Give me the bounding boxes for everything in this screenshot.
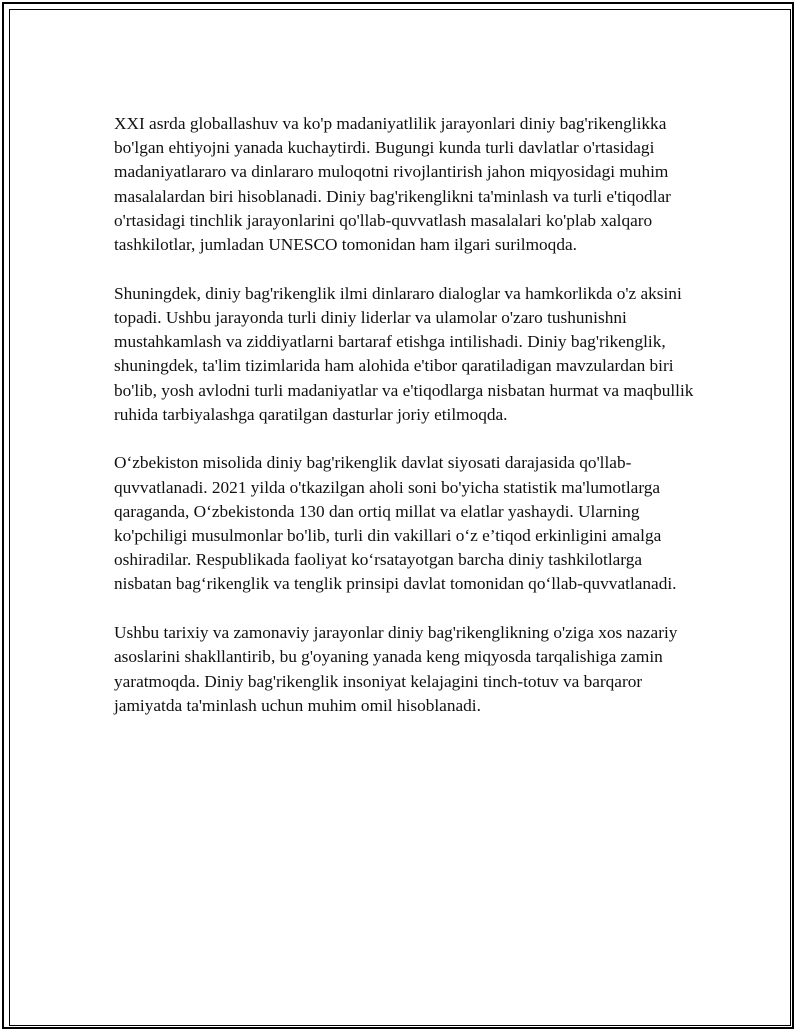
paragraph-2: Shuningdek, diniy bag'rikenglik ilmi dinlararo dialoglar va hamkorlikda o'z aksini topadi. Ushbu jarayonda turli diniy liderlar va ulamolar o'zaro tushunishni mustahkamlash va ziddiyatlarni bartaraf etishga intilishadi. Diniy bag'rikenglik, shuningdek, ta'lim tizimlarida ham alohida e'tibor qaratiladigan mavzulardan biri bo'lib, yosh avlodni turli madaniyatlar va e'tiqodlarga nisbatan hurmat va maqbullik ruhida tarbiyalashga qaratilgan dasturlar joriy etilmoqda. <box>114 283 694 424</box>
document-body <box>114 112 694 742</box>
paragraph-3: O‘zbekiston misolida diniy bag'rikenglik davlat siyosati darajasida qo'llab-quvvatlanadi. 2021 yilda o'tkazilgan aholi soni bo'yicha statistik ma'lumotlarga qaraganda, O‘zbekistonda 130 dan ortiq millat va elatlar yashaydi. Ularning ko'pchiligi musulmonlar bo'lib, turli din vakillari o‘z e’tiqod erkinligini amalga oshiradilar. Respublikada faoliyat ko‘rsatayotgan barcha diniy tashkilotlarga nisbatan bag‘rikenglik va tenglik prinsipi davlat tomonidan qo‘llab-quvvatlanadi. <box>114 453 677 594</box>
paragraph-1: XXI asrda globallashuv va ko'p madaniyatlilik jarayonlari diniy bag'rikenglikka bo'lgan ehtiyojni yanada kuchaytirdi. Bugungi kunda turli davlatlar o'rtasidagi madaniyatlararo va dinlararo muloqotni rivojlantirish jahon miqyosidagi muhim masalalardan biri hisoblanadi. Diniy bag'rikenglikni ta'minlash va turli e'tiqodlar o'rtasidagi tinchlik jarayonlarini qo'llab-quvvatlash masalalari ko'plab xalqaro tashkilotlar, jumladan UNESCO tomonidan ham ilgari surilmoqda. <box>114 114 671 255</box>
paragraph-4: Ushbu tarixiy va zamonaviy jarayonlar diniy bag'rikenglikning o'ziga xos nazariy asoslarini shakllantirib, bu g'oyaning yanada keng miqyosda tarqalishiga zamin yaratmoqda. Diniy bag'rikenglik insoniyat kelajagini tinch-totuv va barqaror jamiyatda ta'minlash uchun muhim omil hisoblanadi. <box>114 623 678 715</box>
